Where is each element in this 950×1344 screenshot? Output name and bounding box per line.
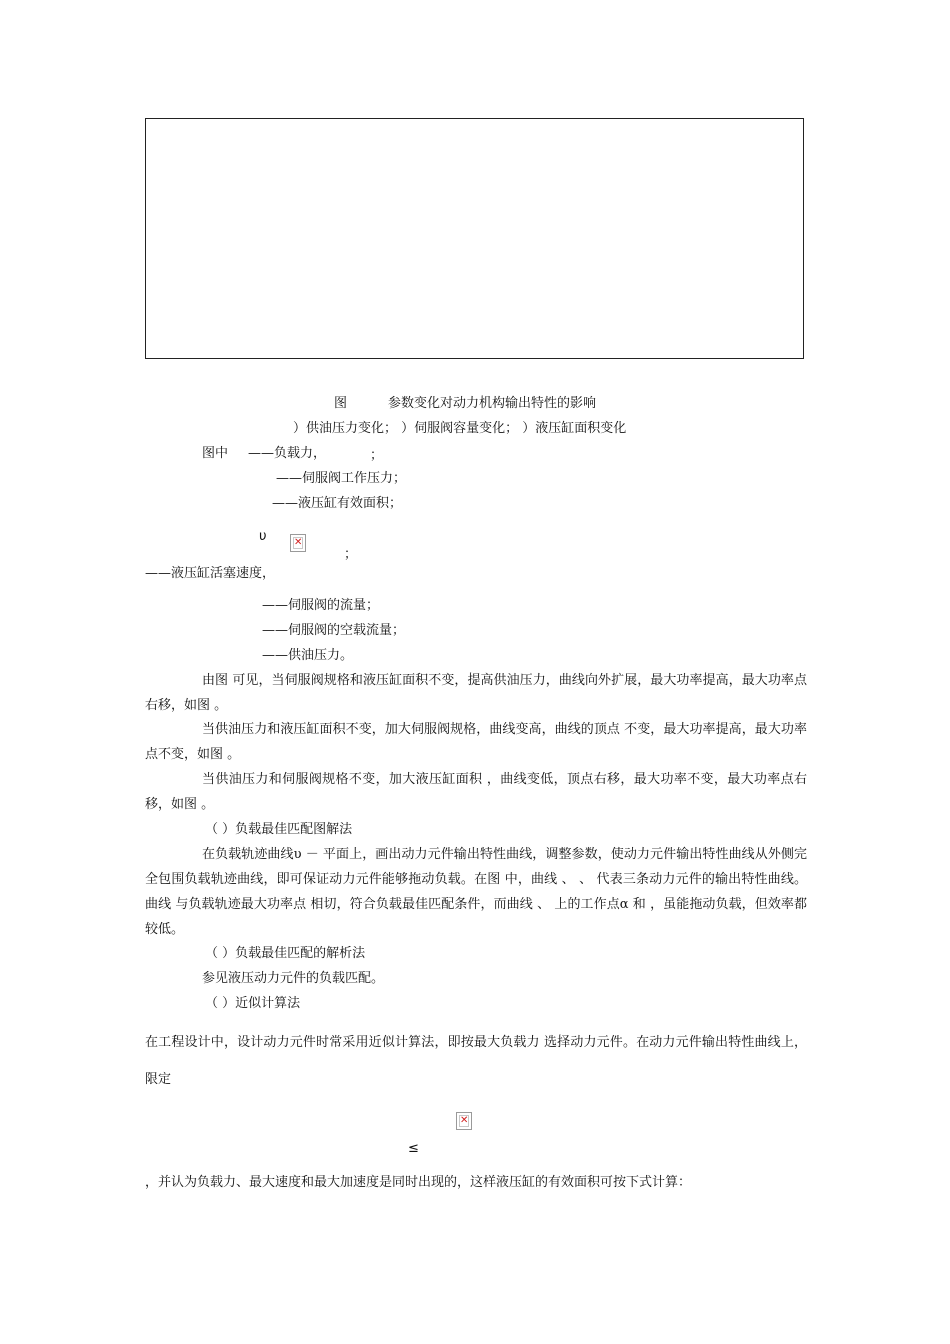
legend-intro: 图中 [202,446,229,461]
legend-semicolon-2: ； [344,547,358,562]
figure-caption-prefix: 图 [334,396,348,411]
paragraph-2: 当供油压力和液压缸面积不变，加大伺服阀规格，曲线变高，曲线的顶点 不变，最大功率提高，最大功率点不变，如图 。 [145,722,807,762]
leq-symbol: ≤ [408,1141,419,1156]
paragraph-1: 由图 可见，当伺服阀规格和液压缸面积不变，提高供油压力，曲线向外扩展，最大功率提高，最大功率点右移，如图 。 [145,673,807,713]
paragraph-5: 参见液压动力元件的负载匹配。 [202,971,385,986]
legend-valve-noload-flow: ——伺服阀的空载流量； [262,623,406,638]
legend-valve-flow: ——伺服阀的流量； [262,598,380,613]
paragraph-6: 在工程设计中，设计动力元件时常采用近似计算法，即按最大负载力 选择动力元件。在动力元件输出特性曲线上，限定 [145,1035,807,1087]
section-heading-approx-method: （ ）近似计算法 [205,996,301,1011]
broken-image-icon: ✕ [456,1112,472,1130]
legend-symbol-u: υ [259,529,267,544]
paragraph-3: 当供油压力和伺服阀规格不变，加大液压缸面积 ，曲线变低，顶点右移，最大功率不变，最大功率点右移，如图 。 [145,772,807,812]
legend-load-force: ——负载力， [248,446,327,461]
legend-semicolon: ； [370,448,384,463]
paragraph-7: ，并认为负载力、最大速度和最大加速度是同时出现的，这样液压缸的有效面积可按下式计算： [145,1175,692,1190]
legend-cylinder-area: ——液压缸有效面积； [272,496,403,511]
legend-supply-pressure: ——供油压力。 [262,648,354,663]
figure-subcaption: ）供油压力变化； ）伺服阀容量变化； ）液压缸面积变化 [293,421,627,436]
section-heading-graphic-method: （ ）负载最佳匹配图解法 [205,822,353,837]
figure-frame [145,118,804,359]
paragraph-4: 在负载轨迹曲线υ － 平面上，画出动力元件输出特性曲线，调整参数，使动力元件输出特性曲线从外侧完全包围负载轨迹曲线，即可保证动力元件能够拖动负载。在图 中，曲线 、 、 代表三条动力元件的输出特性曲线。曲线 与负载轨迹最大功率点 相切，符合负载最佳匹配条件，而曲线 、 上的工作点α 和 ，虽能拖动负载，但效率都较低。 [145,847,807,937]
broken-image-icon: ✕ [290,534,306,552]
figure-caption-title: 参数变化对动力机构输出特性的影响 [388,396,597,411]
legend-valve-pressure: ——伺服阀工作压力； [276,471,407,486]
legend-piston-speed: ——液压缸活塞速度， [145,566,276,581]
section-heading-analytic-method: （ ）负载最佳匹配的解析法 [205,946,366,961]
